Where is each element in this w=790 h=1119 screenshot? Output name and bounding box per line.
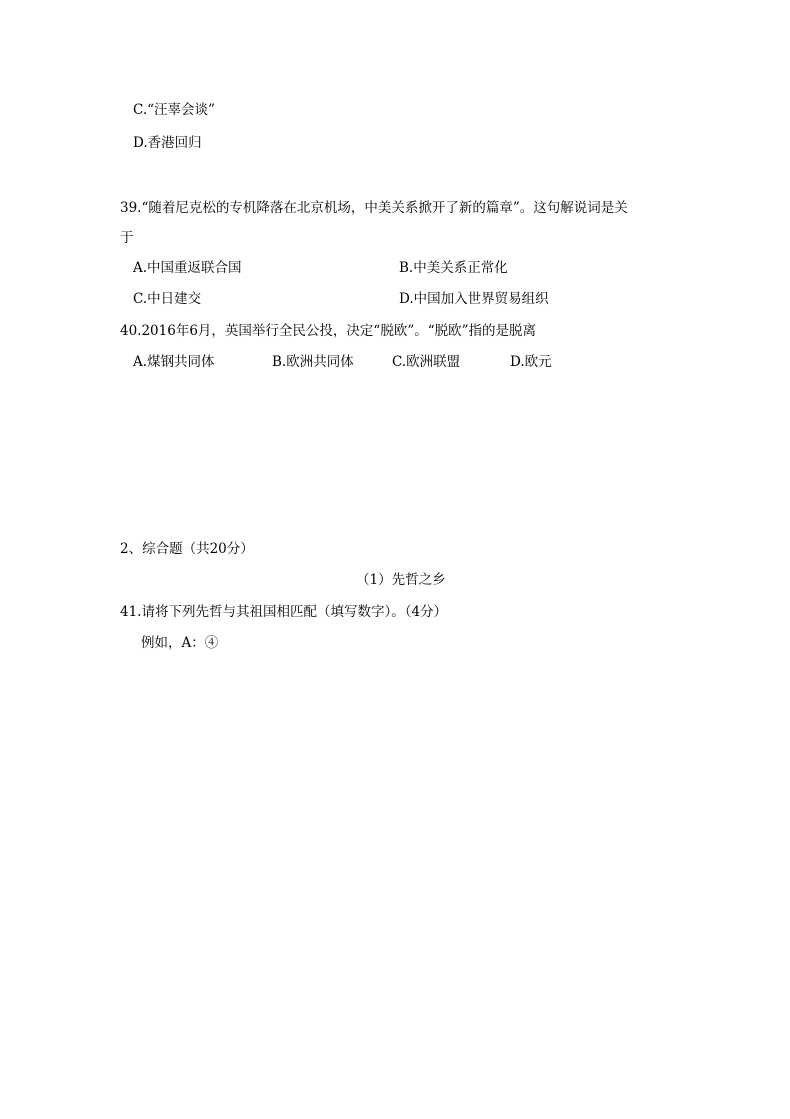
q40-stem: 40.2016年6月，英国举行全民公投，决定“脱欧”。“脱欧”指的是脱离 — [120, 323, 537, 339]
q40-option-b: B.欧洲共同体 — [272, 354, 354, 370]
q39-option-d: D.中国加入世界贸易组织 — [399, 291, 549, 307]
q40-option-c: C.欧洲联盟 — [392, 354, 461, 370]
q41-example: 例如，A：④ — [141, 635, 219, 651]
q40-option-d: D.欧元 — [510, 354, 552, 370]
section2-heading: 2、综合题（共20分） — [120, 541, 254, 557]
section2-subheading: （1）先哲之乡 — [356, 572, 446, 588]
q38-option-c: C.“汪辜会谈” — [133, 102, 215, 118]
q39-option-b: B.中美关系正常化 — [399, 260, 508, 276]
q39-stem-line2: 于 — [120, 230, 134, 246]
q40-option-a: A.煤钢共同体 — [133, 354, 215, 370]
q41-stem: 41.请将下列先哲与其祖国相匹配（填写数字）。（4分） — [120, 604, 448, 620]
q38-option-d: D.香港回归 — [133, 135, 202, 151]
q39-option-a: A.中国重返联合国 — [133, 260, 242, 276]
q39-option-c: C.中日建交 — [133, 291, 202, 307]
q39-stem-line1: 39.“随着尼克松的专机降落在北京机场，中美关系掀开了新的篇章”。这句解说词是关 — [120, 200, 628, 216]
